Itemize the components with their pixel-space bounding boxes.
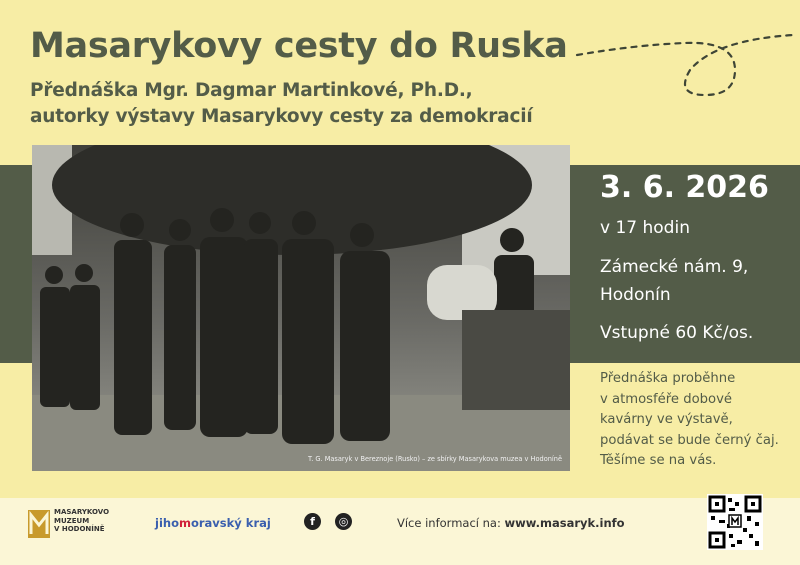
note-line-5: Těšíme se na vás.: [600, 453, 717, 468]
note-line-2: v atmosféře dobové: [600, 391, 733, 407]
more-info: [397, 516, 625, 530]
museum-name-line-3: V HODONÍNĚ: [54, 525, 105, 533]
event-admission: Vstupné 60 Kč/os.: [600, 323, 754, 343]
event-note: [600, 369, 779, 472]
museum-name: [54, 508, 109, 534]
museum-name-line-2: MUZEUM: [54, 516, 90, 525]
event-address-line-2: Hodonín: [600, 285, 671, 305]
website-link[interactable]: www.masaryk.info: [504, 516, 625, 530]
more-info-label: Více informací na:: [397, 516, 501, 530]
note-line-4: podávat se bude černý čaj.: [600, 432, 779, 448]
museum-name-line-1: MASARYKOVO: [54, 508, 110, 516]
page-title: Masarykovy cesty do Ruska: [30, 26, 568, 66]
qr-code[interactable]: [707, 494, 763, 550]
photo-caption: T. G. Masaryk v Bereznoje (Rusko) – ze sbírky Masarykova muzea v Hodoníně: [307, 455, 562, 463]
facebook-icon[interactable]: f: [304, 513, 321, 530]
region-logo-part-1: jiho: [155, 516, 179, 530]
subtitle-line-2: autorky výstavy Masarykovy cesty za demokracií: [30, 106, 533, 127]
dotted-path-decoration: [575, 15, 795, 125]
instagram-icon[interactable]: ◎: [335, 513, 352, 530]
subtitle-line-1: Přednáška Mgr. Dagmar Martinkové, Ph.D.,: [30, 80, 473, 101]
note-line-1: Přednáška proběhne: [600, 371, 736, 386]
footer: [0, 498, 800, 565]
region-logo-part-2: moravský kraj: [178, 516, 271, 530]
historical-photo: [32, 145, 570, 471]
note-line-3: kavárny ve výstavě,: [600, 412, 733, 427]
museum-logo: [28, 510, 50, 538]
event-address-line-1: Zámecké nám. 9,: [600, 257, 749, 277]
event-date: 3. 6. 2026: [600, 170, 769, 205]
event-time: v 17 hodin: [600, 218, 690, 238]
region-logo: [155, 516, 271, 530]
